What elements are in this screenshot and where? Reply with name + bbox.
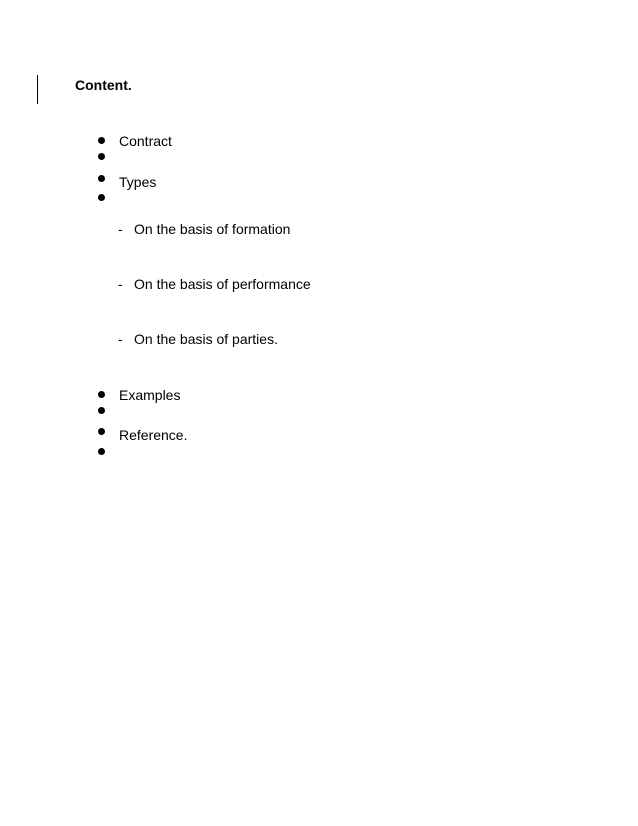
bullet-icon — [98, 448, 105, 455]
bullet-icon — [98, 391, 105, 398]
list-item-examples: Examples — [119, 387, 181, 403]
list-item-contract: Contract — [119, 133, 172, 149]
sub-item-marker: - — [118, 331, 123, 347]
revision-change-bar — [37, 75, 38, 104]
sub-item-parties: On the basis of parties. — [134, 331, 278, 347]
sub-item-marker: - — [118, 276, 123, 292]
list-item-reference: Reference. — [119, 427, 188, 443]
list-item-types: Types — [119, 174, 157, 190]
page-heading: Content. — [75, 77, 132, 93]
bullet-icon — [98, 153, 105, 160]
bullet-icon — [98, 137, 105, 144]
sub-item-performance: On the basis of performance — [134, 276, 311, 292]
sub-item-marker: - — [118, 221, 123, 237]
bullet-icon — [98, 194, 105, 201]
sub-item-formation: On the basis of formation — [134, 221, 291, 237]
bullet-icon — [98, 175, 105, 182]
bullet-icon — [98, 428, 105, 435]
bullet-icon — [98, 407, 105, 414]
